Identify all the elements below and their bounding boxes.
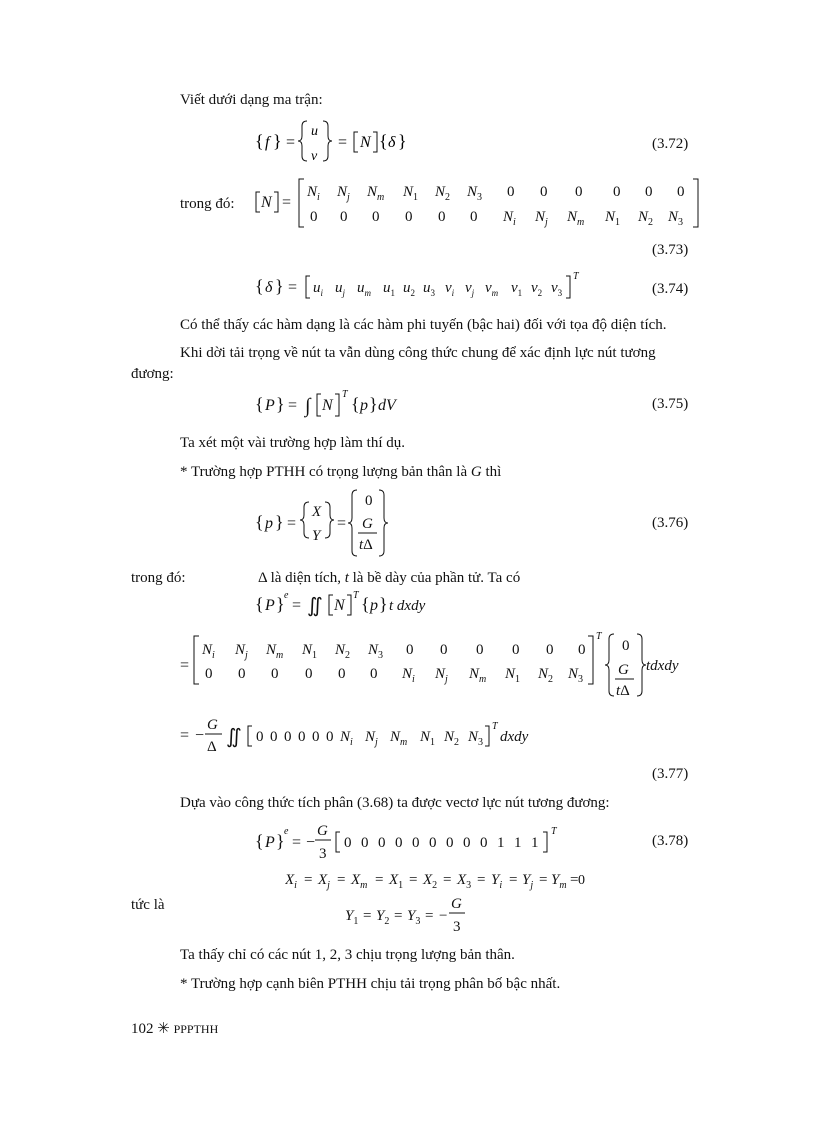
paragraph-case-weight (180, 465, 501, 480)
svg-text:}: } (275, 512, 284, 532)
svg-text:Xm: $X_m$ (351, 872, 368, 891)
svg-text:p: p (370, 597, 378, 614)
svg-text:0: 0 (298, 729, 306, 745)
star-icon: ✳ (157, 1021, 170, 1037)
svg-text:P: P (265, 397, 275, 414)
svg-text:=: = (425, 908, 434, 924)
svg-text:=: = (292, 834, 302, 851)
equation-3-74-vector (255, 270, 585, 304)
footer-title: PPPTHH (173, 1022, 219, 1036)
svg-text:G: G (362, 516, 373, 532)
svg-text:vm: $v_m$ (485, 280, 499, 298)
svg-text:=: = (292, 597, 302, 614)
equation-3-72 (255, 118, 455, 168)
svg-text:0: 0 (446, 835, 454, 851)
svg-text:0: 0 (326, 729, 334, 745)
svg-text:{: { (361, 594, 370, 614)
svg-text:Xj: $X_j$ (318, 872, 330, 891)
svg-text:{: { (255, 131, 264, 151)
svg-text:Ni: $N_i$ (340, 729, 353, 748)
equation-x-zero-svg (285, 866, 585, 892)
svg-text:tΔ: tΔ (359, 537, 373, 553)
page-footer (131, 1022, 218, 1037)
area-var-t: t (344, 570, 349, 586)
svg-text:0: 0 (338, 666, 346, 682)
svg-text:0: 0 (378, 835, 386, 851)
svg-text:X2: $X_2$ (423, 872, 438, 891)
svg-text:N2: $N_2$ (435, 184, 451, 203)
svg-text:0: 0 (305, 666, 313, 682)
svg-text:−: − (306, 834, 316, 851)
svg-text:G: G (451, 896, 462, 912)
svg-text:0: 0 (578, 873, 585, 888)
svg-text:=: = (288, 279, 298, 296)
svg-text:}: } (275, 276, 284, 296)
svg-text:0: 0 (677, 184, 685, 200)
svg-text:0: 0 (613, 184, 621, 200)
case-weight-text-b: thì (481, 464, 502, 480)
svg-text:0: 0 (312, 729, 320, 745)
svg-text:0: 0 (645, 184, 653, 200)
svg-text:}: } (276, 394, 285, 414)
svg-text:0: 0 (310, 209, 318, 225)
svg-text:0: 0 (271, 666, 279, 682)
svg-text:Y: Y (312, 528, 321, 544)
equation-matrix-product (180, 628, 720, 704)
svg-text:}: } (398, 131, 407, 151)
paragraph-nonlinear: Có thể thấy các hàm dạng là các hàm phi tuyến (bậc hai) đối với tọa độ diện tích. (180, 317, 667, 333)
label-trong-do: trong đó: (180, 196, 235, 212)
svg-text:0: 0 (238, 666, 246, 682)
svg-text:=: = (180, 657, 190, 674)
svg-text:Nj: $N_j$ (435, 666, 448, 685)
svg-text:p: p (360, 397, 368, 414)
equation-3-72-braces (255, 118, 455, 168)
svg-text:0: 0 (546, 642, 554, 658)
equation-3-75 (255, 388, 415, 422)
svg-text:=: = (337, 515, 347, 532)
svg-text:Nj: $N_j$ (337, 184, 350, 203)
eq-number-3-76: (3.76) (652, 515, 689, 531)
equation-matrix-product-svg (180, 628, 720, 704)
paragraph-intro: Viết dưới dạng ma trận: (180, 92, 323, 108)
eq-number-3-73: (3.73) (652, 242, 689, 258)
svg-text:u1: $u_1$ (383, 280, 395, 298)
svg-text:T: T (353, 590, 359, 601)
equation-reduced-integral (180, 714, 600, 758)
svg-text:Y3: $Y_3$ (407, 908, 421, 927)
svg-text:{: { (255, 394, 264, 414)
svg-text:−: − (439, 908, 448, 924)
svg-text:P: P (265, 597, 275, 614)
label-trong-do-2: trong đó: (131, 570, 186, 586)
equation-3-76-vector (255, 488, 395, 560)
svg-text:f: f (265, 134, 270, 151)
svg-text:G: G (618, 662, 629, 678)
svg-text:1: 1 (531, 835, 539, 851)
svg-text:{: { (379, 131, 388, 151)
eq-number-3-72: (3.72) (652, 136, 689, 152)
svg-text:N2: $N_2$ (444, 729, 460, 748)
svg-text:Yi: $Y_i$ (491, 872, 503, 891)
svg-text:N2: $N_2$ (638, 209, 654, 228)
svg-text:Ni: $N_i$ (503, 209, 516, 228)
svg-text:=: = (304, 872, 313, 888)
svg-text:0: 0 (578, 642, 586, 658)
svg-text:tdxdy: tdxdy (646, 658, 679, 674)
svg-text:=: = (375, 872, 384, 888)
svg-text:}: } (379, 594, 388, 614)
page-number: 102 (131, 1021, 154, 1037)
equation-3-78 (255, 820, 565, 864)
svg-text:P: P (265, 834, 275, 851)
svg-text:=: = (337, 872, 346, 888)
svg-text:0: 0 (370, 666, 378, 682)
svg-text:Xi: $X_i$ (285, 872, 297, 891)
svg-text:0: 0 (372, 209, 380, 225)
eq-number-3-78: (3.78) (652, 833, 689, 849)
svg-text:=: = (288, 397, 298, 414)
svg-text:=: = (570, 872, 579, 888)
svg-text:X: X (312, 504, 322, 520)
svg-text:}: } (369, 394, 378, 414)
svg-text:p: p (265, 515, 273, 532)
svg-text:0: 0 (344, 835, 352, 851)
svg-text:dV: dV (378, 397, 396, 414)
svg-text:v1: $v_1$ (511, 280, 523, 298)
svg-text:N: N (334, 597, 345, 614)
svg-text:0: 0 (361, 835, 369, 851)
equation-pe-integral (255, 590, 445, 620)
svg-text:0: 0 (284, 729, 292, 745)
equation-pe-integral-svg (255, 590, 445, 620)
label-tuc-la: tức là (131, 897, 165, 913)
svg-text:Nm: $N_m$ (367, 184, 385, 203)
svg-text:tΔ: tΔ (616, 683, 630, 699)
svg-text:Nj: $N_j$ (535, 209, 548, 228)
svg-text:dxdy: dxdy (500, 729, 529, 745)
svg-text:0: 0 (480, 835, 488, 851)
svg-text:N3: $N_3$ (468, 729, 484, 748)
equation-y-values-svg (345, 893, 485, 937)
svg-text:0: 0 (463, 835, 471, 851)
paragraph-load-line1: Khi dời tải trọng về nút ta vẫn dùng công thức chung để xác định lực nút tương (180, 345, 656, 361)
svg-text:=: = (180, 727, 190, 744)
svg-text:N: N (261, 194, 272, 211)
svg-text:=: = (394, 908, 403, 924)
equation-3-74 (255, 270, 585, 304)
svg-text:Nm: $N_m$ (266, 642, 284, 661)
svg-text:G: G (317, 823, 328, 839)
svg-text:t dxdy: t dxdy (389, 598, 426, 614)
svg-text:N: N (360, 134, 371, 151)
case-weight-var-g: G (470, 464, 482, 480)
svg-text:=: = (287, 515, 297, 532)
svg-text:N1: $N_1$ (420, 729, 436, 748)
svg-text:}: } (276, 831, 285, 851)
eq-number-3-74: (3.74) (652, 281, 689, 297)
svg-text:v: v (311, 149, 318, 164)
svg-text:Nm: $N_m$ (390, 729, 408, 748)
svg-text:Nj: $N_j$ (365, 729, 378, 748)
svg-text:X1: $X_1$ (389, 872, 404, 891)
svg-text:Ni: $N_i$ (307, 184, 320, 203)
svg-text:3: 3 (453, 919, 461, 935)
svg-text:{: { (255, 831, 264, 851)
equation-3-73-matrix (255, 176, 705, 232)
svg-text:=: = (409, 872, 418, 888)
svg-text:um: $u_m$ (357, 280, 371, 298)
svg-text:=: = (509, 872, 518, 888)
paragraph-integral-formula: Dựa vào công thức tích phân (3.68) ta được vectơ lực nút tương đương: (180, 795, 610, 811)
equation-x-zero (285, 866, 585, 892)
svg-text:Y1: $Y_1$ (345, 908, 359, 927)
svg-text:0: 0 (440, 642, 448, 658)
svg-text:N3: $N_3$ (668, 209, 684, 228)
paragraph-load-line2: đương: (131, 366, 174, 382)
area-text-a: Δ là diện tích, (258, 570, 345, 586)
svg-text:{: { (351, 394, 360, 414)
svg-text:}: } (273, 131, 282, 151)
svg-text:∬: ∬ (226, 726, 242, 748)
svg-text:T: T (551, 826, 557, 837)
svg-text:u: u (311, 124, 318, 139)
equation-y-values (345, 893, 485, 937)
svg-text:1: 1 (497, 835, 505, 851)
svg-text:3: 3 (319, 846, 327, 862)
svg-text:vj: $v_j$ (465, 280, 475, 298)
svg-text:{: { (255, 512, 264, 532)
svg-text:0: 0 (256, 729, 264, 745)
svg-text:−: − (195, 727, 205, 744)
svg-text:N2: $N_2$ (538, 666, 554, 685)
svg-text:0: 0 (365, 493, 373, 509)
svg-text:1: 1 (514, 835, 522, 851)
svg-text:uj: $u_j$ (335, 280, 346, 298)
svg-text:}: } (276, 594, 285, 614)
area-text-b: là bề dày của phần tử. Ta có (348, 570, 521, 586)
svg-text:Ym: $Y_m$ (551, 872, 567, 891)
svg-text:=: = (363, 908, 372, 924)
svg-text:T: T (342, 389, 348, 400)
svg-text:0: 0 (476, 642, 484, 658)
svg-text:0: 0 (429, 835, 437, 851)
svg-text:Y2: $Y_2$ (376, 908, 390, 927)
svg-text:0: 0 (340, 209, 348, 225)
svg-text:N1: $N_1$ (302, 642, 318, 661)
svg-text:v2: $v_2$ (531, 280, 543, 298)
svg-text:{: { (255, 276, 264, 296)
svg-text:N3: $N_3$ (568, 666, 584, 685)
svg-text:0: 0 (406, 642, 414, 658)
svg-text:δ: δ (265, 279, 273, 296)
svg-text:0: 0 (438, 209, 446, 225)
svg-text:∬: ∬ (307, 595, 323, 617)
svg-text:T: T (573, 271, 579, 282)
svg-text:0: 0 (205, 666, 213, 682)
paragraph-examples: Ta xét một vài trường hợp làm thí dụ. (180, 435, 405, 451)
eq-number-3-77: (3.77) (652, 766, 689, 782)
paragraph-nodes-weight: Ta thấy chỉ có các nút 1, 2, 3 chịu trọng lượng bản thân. (180, 947, 515, 963)
svg-text:N3: $N_3$ (368, 642, 384, 661)
svg-text:N2: $N_2$ (335, 642, 351, 661)
svg-text:0: 0 (540, 184, 548, 200)
svg-text:0: 0 (622, 638, 630, 654)
svg-text:ui: $u_i$ (313, 280, 324, 298)
svg-text:Nj: $N_j$ (235, 642, 248, 661)
svg-text:=: = (282, 194, 292, 211)
paragraph-area-thickness (258, 571, 520, 586)
svg-text:T: T (596, 631, 602, 642)
svg-text:N1: $N_1$ (403, 184, 419, 203)
svg-text:u2: $u_2$ (403, 280, 415, 298)
equation-3-75-integral (255, 388, 415, 422)
svg-text:0: 0 (405, 209, 413, 225)
svg-text:e: e (284, 590, 289, 601)
eq-number-3-75: (3.75) (652, 396, 689, 412)
equation-3-78-svg (255, 820, 565, 864)
svg-text:0: 0 (270, 729, 278, 745)
svg-text:Ni: $N_i$ (402, 666, 415, 685)
svg-text:Ni: $N_i$ (202, 642, 215, 661)
svg-text:T: T (492, 721, 498, 732)
svg-text:δ: δ (388, 134, 396, 151)
svg-text:Nm: $N_m$ (567, 209, 585, 228)
equation-3-76 (255, 488, 395, 560)
svg-text:0: 0 (507, 184, 515, 200)
svg-text:=: = (286, 134, 296, 151)
svg-text:Yj: $Y_j$ (522, 872, 534, 891)
svg-text:0: 0 (412, 835, 420, 851)
svg-text:N3: $N_3$ (467, 184, 483, 203)
svg-text:=: = (477, 872, 486, 888)
svg-text:G: G (207, 717, 218, 733)
svg-text:u3: $u_3$ (423, 280, 435, 298)
svg-text:v3: $v_3$ (551, 280, 563, 298)
svg-text:{: { (255, 594, 264, 614)
svg-text:0: 0 (512, 642, 520, 658)
svg-text:∫: ∫ (305, 395, 311, 417)
svg-text:0: 0 (395, 835, 403, 851)
paragraph-case-linear-load: * Trường hợp cạnh biên PTHH chịu tải trọng phân bố bậc nhất. (180, 976, 561, 992)
svg-text:Nm: $N_m$ (469, 666, 487, 685)
svg-text:N1: $N_1$ (505, 666, 521, 685)
svg-text:e: e (284, 826, 289, 837)
svg-text:vi: $v_i$ (445, 280, 455, 298)
svg-text:=: = (539, 872, 548, 888)
equation-reduced-integral-svg (180, 714, 600, 758)
svg-text:N1: $N_1$ (605, 209, 621, 228)
svg-text:=: = (443, 872, 452, 888)
svg-text:0: 0 (470, 209, 478, 225)
case-weight-text-a: * Trường hợp PTHH có trọng lượng bản thân là (180, 464, 471, 480)
svg-text:=: = (338, 134, 348, 151)
equation-3-73 (255, 176, 705, 232)
svg-text:0: 0 (575, 184, 583, 200)
svg-text:N: N (322, 397, 333, 414)
svg-text:Δ: Δ (207, 739, 217, 755)
svg-text:X3: $X_3$ (457, 872, 472, 891)
